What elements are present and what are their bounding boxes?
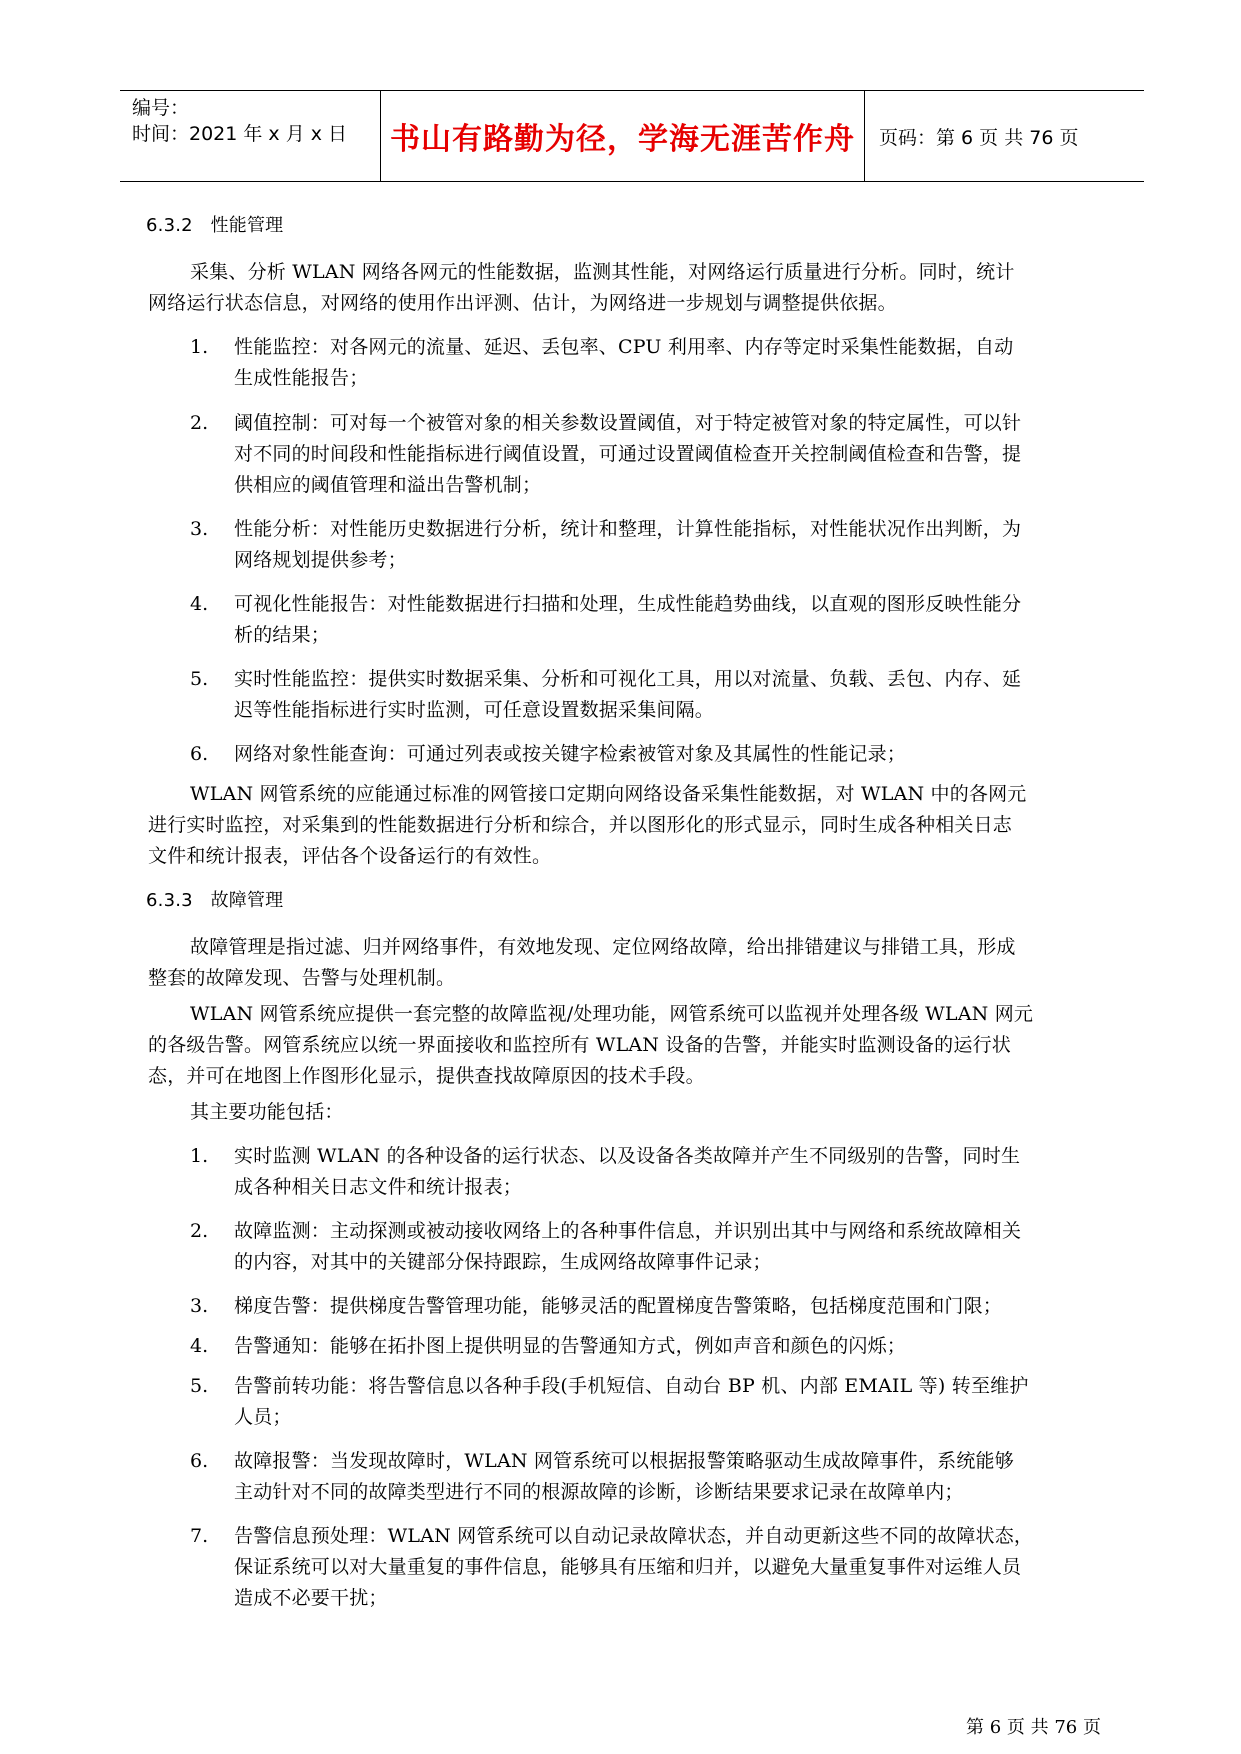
- paragraph-line: 的各级告警。网管系统应以统一界面接收和监控所有 WLAN 设备的告警，并能实时监测设备的运行状: [148, 1034, 1011, 1056]
- list-item-line: 迟等性能指标进行实时监测，可任意设置数据采集间隔。: [234, 699, 715, 721]
- list-number: 6.: [190, 1450, 209, 1472]
- list-item-line: 实时性能监控：提供实时数据采集、分析和可视化工具，用以对流量、负载、丢包、内存、延: [234, 668, 1022, 690]
- section-heading-633: [146, 889, 283, 912]
- paragraph-line: WLAN 网管系统应提供一套完整的故障监视/处理功能，网管系统可以监视并处理各级 WLAN 网元: [190, 1003, 1034, 1025]
- list-number: 5.: [190, 668, 209, 690]
- list-item-line: 的内容，对其中的关键部分保持跟踪，生成网络故障事件记录；: [234, 1251, 772, 1273]
- list-number: 3.: [190, 518, 209, 540]
- paragraph-line: 进行实时监控，对采集到的性能数据进行分析和综合，并以图形化的形式显示，同时生成各种相关日志: [148, 814, 1013, 836]
- section-title: 性能管理: [210, 215, 284, 236]
- paragraph-line: 整套的故障发现、告警与处理机制。: [148, 967, 456, 989]
- list-item-line: 告警信息预处理：WLAN 网管系统可以自动记录故障状态，并自动更新这些不同的故障状态，: [234, 1525, 1034, 1547]
- section-heading-632: [146, 214, 283, 237]
- list-item-line: 成各种相关日志文件和统计报表；: [234, 1176, 523, 1198]
- list-number: 5.: [190, 1375, 209, 1397]
- list-number: 2.: [190, 412, 209, 434]
- list-item-line: 阈值控制：可对每一个被管对象的相关参数设置阈值，对于特定被管对象的特定属性，可以针: [234, 412, 1022, 434]
- paragraph-line: 其主要功能包括：: [190, 1101, 344, 1123]
- list-item-line: 故障监测：主动探测或被动接收网络上的各种事件信息，并识别出其中与网络和系统故障相关: [234, 1220, 1022, 1242]
- list-item-line: 造成不必要干扰；: [234, 1587, 388, 1609]
- list-item-line: 保证系统可以对大量重复的事件信息，能够具有压缩和归并，以避免大量重复事件对运维人员: [234, 1556, 1022, 1578]
- list-item-line: 故障报警：当发现故障时，WLAN 网管系统可以根据报警策略驱动生成故障事件，系统能够: [234, 1450, 1014, 1472]
- list-item-line: 人员；: [234, 1406, 292, 1428]
- list-item-line: 生成性能报告；: [234, 367, 369, 389]
- list-number: 6.: [190, 743, 209, 765]
- list-item-line: 告警前转功能：将告警信息以各种手段(手机短信、自动台 BP 机、内部 EMAIL 等) 转至维护: [234, 1375, 1029, 1397]
- paragraph-line: WLAN 网管系统的应能通过标准的网管接口定期向网络设备采集性能数据，对 WLAN 中的各网元: [190, 783, 1027, 805]
- header-page-cell: [865, 91, 1144, 181]
- list-item-line: 告警通知：能够在拓扑图上提供明显的告警通知方式，例如声音和颜色的闪烁；: [234, 1335, 907, 1357]
- doc-number: 编号：: [132, 97, 190, 119]
- doc-time: 时间：2021 年 x 月 x 日: [132, 123, 348, 145]
- list-number: 2.: [190, 1220, 209, 1242]
- list-item-line: 梯度告警：提供梯度告警管理功能，能够灵活的配置梯度告警策略，包括梯度范围和门限；: [234, 1295, 1003, 1317]
- list-number: 1.: [190, 336, 209, 358]
- page-footer: 第 6 页 共 76 页: [966, 1717, 1101, 1738]
- list-item-line: 供相应的阈值管理和溢出告警机制；: [234, 474, 542, 496]
- section-title: 故障管理: [210, 890, 284, 911]
- paragraph-line: 文件和统计报表，评估各个设备运行的有效性。: [148, 845, 552, 867]
- section-number: 6.3.3: [146, 890, 193, 911]
- header-motto-cell: [380, 91, 865, 181]
- list-item-line: 网络规划提供参考；: [234, 549, 407, 571]
- paragraph-line: 网络运行状态信息，对网络的使用作出评测、估计，为网络进一步规划与调整提供依据。: [148, 292, 897, 314]
- list-number: 7.: [190, 1525, 209, 1547]
- list-item-line: 可视化性能报告：对性能数据进行扫描和处理，生成性能趋势曲线，以直观的图形反映性能分: [234, 593, 1022, 615]
- list-item-line: 性能监控：对各网元的流量、延迟、丢包率、CPU 利用率、内存等定时采集性能数据，自动: [234, 336, 1014, 358]
- header-page-info: 页码：第 6 页 共 76 页: [879, 126, 1079, 149]
- list-item-line: 网络对象性能查询：可通过列表或按关键字检索被管对象及其属性的性能记录；: [234, 743, 907, 765]
- paragraph-line: 采集、分析 WLAN 网络各网元的性能数据，监测其性能，对网络运行质量进行分析。同时，统计: [190, 261, 1015, 283]
- list-number: 3.: [190, 1295, 209, 1317]
- paragraph-line: 态，并可在地图上作图形化显示，提供查找故障原因的技术手段。: [148, 1065, 705, 1087]
- motto: 书山有路勤为径，学海无涯苦作舟: [390, 122, 855, 157]
- list-number: 4.: [190, 593, 209, 615]
- list-item-line: 对不同的时间段和性能指标进行阈值设置，可通过设置阈值检查开关控制阈值检查和告警，提: [234, 443, 1022, 465]
- list-number: 4.: [190, 1335, 209, 1357]
- list-item-line: 主动针对不同的故障类型进行不同的根源故障的诊断，诊断结果要求记录在故障单内；: [234, 1481, 964, 1503]
- list-number: 1.: [190, 1145, 209, 1167]
- section-number: 6.3.2: [146, 215, 193, 236]
- list-item-line: 析的结果；: [234, 624, 331, 646]
- list-item-line: 实时监测 WLAN 的各种设备的运行状态、以及设备各类故障并产生不同级别的告警，同时生: [234, 1145, 1021, 1167]
- list-item-line: 性能分析：对性能历史数据进行分析，统计和整理，计算性能指标，对性能状况作出判断，为: [234, 518, 1022, 540]
- paragraph-line: 故障管理是指过滤、归并网络事件，有效地发现、定位网络故障，给出排错建议与排错工具，形成: [190, 936, 1016, 958]
- page-header: [120, 90, 1144, 182]
- header-meta: [120, 91, 380, 181]
